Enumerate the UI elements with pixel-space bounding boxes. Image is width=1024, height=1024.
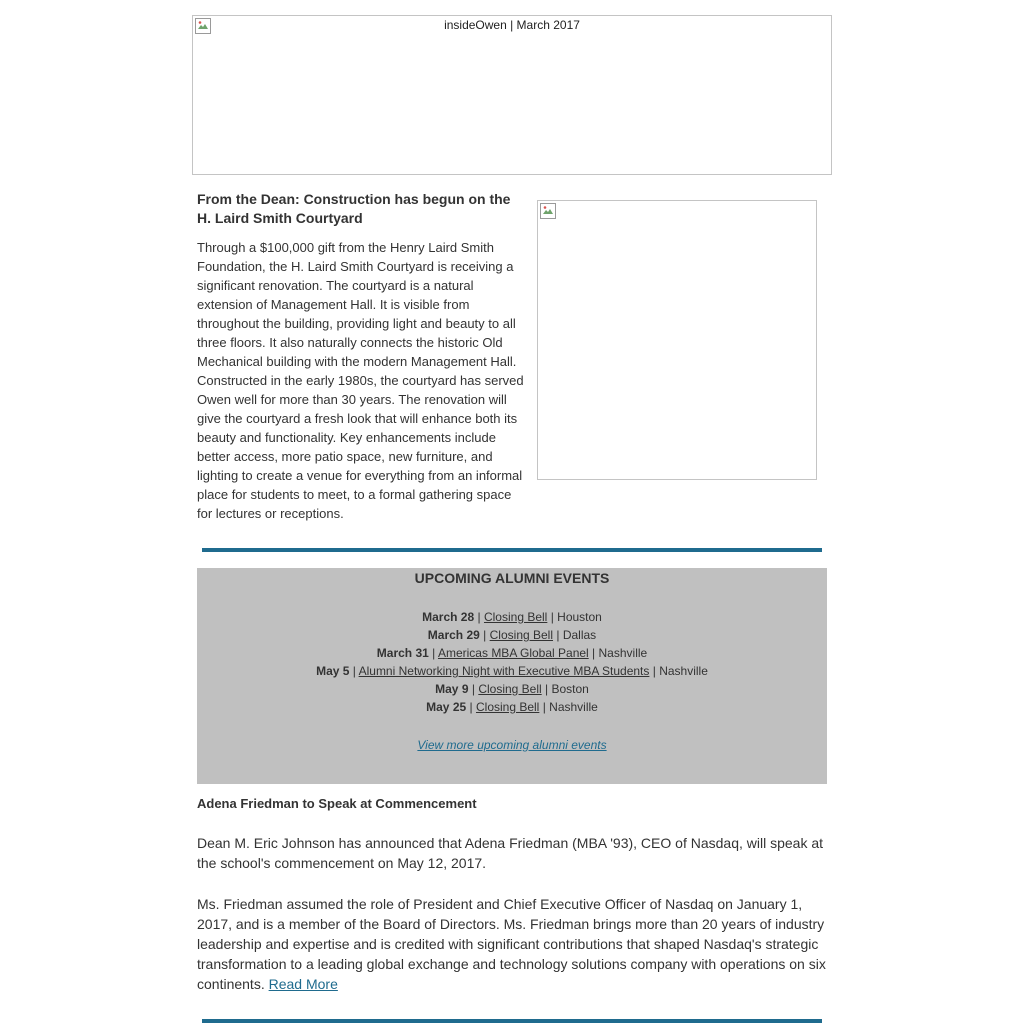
events-list — [197, 608, 827, 716]
header-image-alt-text: insideOwen | March 2017 — [444, 18, 580, 32]
event-separator: | — [550, 610, 554, 624]
event-row — [197, 680, 827, 698]
event-separator: | — [652, 664, 656, 678]
event-separator: | — [592, 646, 596, 660]
event-location: Nashville — [598, 646, 648, 660]
article-title: Adena Friedman to Speak at Commencement — [197, 796, 477, 811]
event-separator: | — [469, 700, 473, 714]
event-row — [197, 698, 827, 716]
article-title: From the Dean: Construction has begun on the H. Laird Smith Courtyard — [197, 191, 511, 226]
section-divider — [202, 1019, 822, 1023]
event-row — [197, 662, 827, 680]
article-body: Through a $100,000 gift from the Henry Laird Smith Foundation, the H. Laird Smith Courtyard is receiving a significant renovation. The courtyard is a natural extension of Management Hall. It is visible from throughout the building, providing light and beauty to all three floors. It also naturally connects the historic Old Mechanical building with the modern Management Hall. Constructed in the early 1980s, the courtyard has served Owen well for more than 30 years. The renovation will give the courtyard a fresh look that will enhance both its beauty and functionality. Key enhancements include better access, more patio space, new furniture, and lighting to create a venue for everything from an informal place for students to meet, to a formal gathering space for lectures or receptions. — [197, 240, 524, 521]
view-more-events-link[interactable]: View more upcoming alumni events — [417, 738, 607, 752]
event-link[interactable]: Closing Bell — [483, 610, 548, 624]
event-location: Dallas — [562, 628, 597, 642]
event-separator: | — [483, 628, 487, 642]
event-date: March 29 — [427, 628, 480, 642]
events-title: UPCOMING ALUMNI EVENTS — [414, 570, 610, 586]
event-date: May 25 — [426, 700, 467, 714]
event-location: Nashville — [659, 664, 708, 678]
event-date: May 9 — [435, 682, 469, 696]
event-link[interactable]: Closing Bell — [475, 700, 540, 714]
event-separator: | — [542, 700, 546, 714]
section-divider — [202, 548, 822, 552]
event-link[interactable]: Closing Bell — [478, 682, 542, 696]
event-date: May 5 — [316, 664, 350, 678]
event-date: March 31 — [376, 646, 429, 660]
event-separator: | — [556, 628, 560, 642]
event-row — [197, 626, 827, 644]
event-location: Boston — [551, 682, 589, 696]
event-link[interactable]: Closing Bell — [489, 628, 554, 642]
alumni-events-box — [197, 568, 827, 784]
courtyard-image — [537, 200, 817, 480]
event-location: Nashville — [549, 700, 598, 714]
read-more-link[interactable]: Read More — [268, 976, 338, 992]
event-separator: | — [352, 664, 356, 678]
article-paragraph: Dean M. Eric Johnson has announced that Adena Friedman (MBA '93), CEO of Nasdaq, will speak at the school's commencement on May 12, 2017. — [197, 835, 824, 871]
event-separator: | — [477, 610, 481, 624]
event-separator: | — [432, 646, 436, 660]
event-date: March 28 — [422, 610, 475, 624]
event-row — [197, 644, 827, 662]
event-separator: | — [471, 682, 475, 696]
event-link[interactable]: Alumni Networking Night with Executive MBA Students — [358, 664, 650, 678]
events-more-container — [197, 738, 827, 752]
event-separator: | — [545, 682, 549, 696]
event-row — [197, 608, 827, 626]
event-location: Houston — [557, 610, 602, 624]
broken-image-icon — [540, 203, 556, 219]
header-banner-image — [192, 15, 832, 175]
event-link[interactable]: Americas MBA Global Panel — [437, 646, 589, 660]
article-paragraph — [197, 894, 831, 994]
article-paragraph-text: Ms. Friedman assumed the role of President and Chief Executive Officer of Nasdaq on January 1, 2017, and is a member of the Board of Directors. Ms. Friedman brings more than 20 years of industry leadership and expertise and is credited with significant contributions that shaped Nasdaq's strategic transformation to a leading global exchange and technology solutions company with operations on six continents. — [197, 896, 826, 992]
